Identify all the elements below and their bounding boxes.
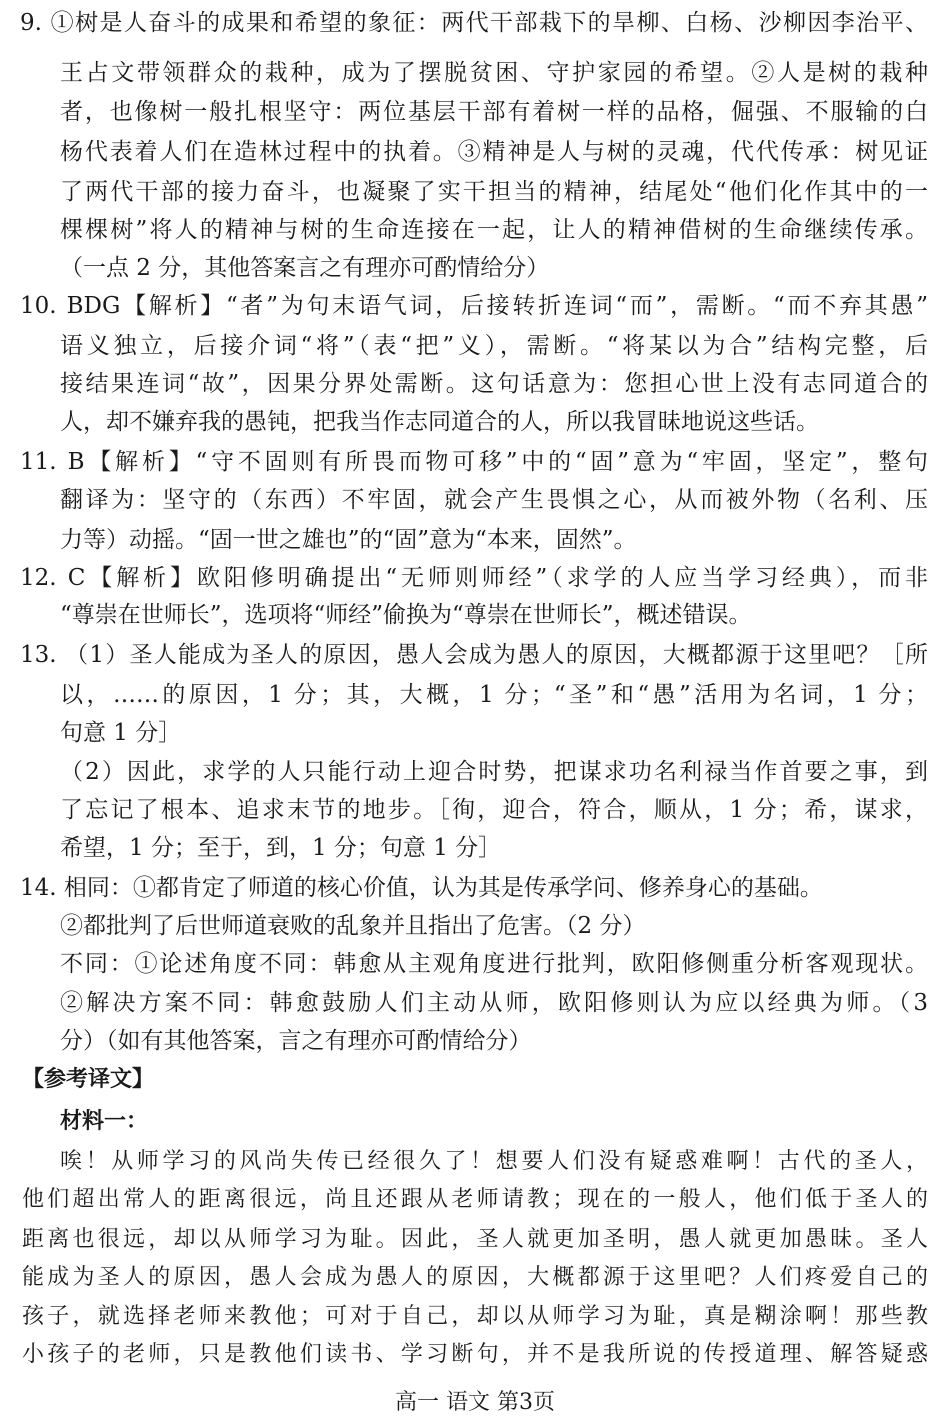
answer-line: 句意 1 分］ <box>60 720 182 746</box>
answer-line: 分）（如有其他答案，言之有理亦可酌情给分） <box>60 1028 532 1054</box>
answer-line: 10. BDG【解析】“者”为句末语气词，后接转折连词“而”，需断。“而不弃其愚” <box>20 293 928 319</box>
answer-line: 了忘记了根本、追求末节的地步。［徇，迎合，符合，顺从，1 分；希，谋求， <box>60 797 928 823</box>
translation-line: 小孩子的老师，只是教他们读书、学习断句，并不是我所说的传授道理、解答疑惑 <box>22 1342 928 1367</box>
answer-line: （2）因此，求学的人只能行动上迎合时势，把谋求功名利禄当作首要之事，到 <box>60 759 928 785</box>
answer-line: 不同：①论述角度不同：韩愈从主观角度进行批判，欧阳修侧重分析客观现状。 <box>60 951 928 977</box>
answer-line: ②解决方案不同：韩愈鼓励人们主动从师，欧阳修则认为应以经典为师。（3 <box>60 990 928 1016</box>
answer-line: “尊崇在世师长”，选项将“师经”偷换为“尊崇在世师长”，概述错误。 <box>60 602 752 628</box>
answer-line: 14. 相同：①都肯定了师道的核心价值，认为其是传承学问、修养身心的基础。 <box>20 875 823 901</box>
answer-line: 11. B【解析】“守不固则有所畏而物可移”中的“固”意为“牢固，坚定”，整句 <box>20 449 928 475</box>
answer-line: 人，却不嫌弃我的愚钝，把我当作志同道合的人，所以我冒昧地说这些话。 <box>60 409 819 435</box>
answer-line: 12. C【解析】欧阳修明确提出“无师则师经”（求学的人应当学习经典），而非 <box>20 565 928 591</box>
answer-line: 翻译为：坚守的（东西）不牢固，就会产生畏惧之心，从而被外物（名利、压 <box>60 487 928 513</box>
translation-line: 能成为圣人的原因，愚人会成为愚人的原因，大概都源于这里吧？人们疼爱自己的 <box>22 1265 928 1290</box>
translation-line: 距离也很远，却以从师学习为耻。因此，圣人就更加圣明，愚人就更加愚昧。圣人 <box>22 1227 928 1252</box>
material-label: 材料一： <box>60 1109 149 1134</box>
page-footer: 高一 语文 第3页 <box>395 1390 555 1415</box>
translation-heading: 【参考译文】 <box>22 1067 155 1092</box>
answer-line: 了两代干部的接力奋斗，也凝聚了实干担当的精神，结尾处“他们化作其中的一 <box>60 179 928 205</box>
answer-line: 13. （1）圣人能成为圣人的原因，愚人会成为愚人的原因，大概都源于这里吧？［所 <box>20 642 928 668</box>
answer-line: 语义独立，后接介词“将”（表“把”义），需断。“将某以为合”结构完整，后 <box>60 333 928 359</box>
answer-line: 以，……的原因，1 分；其，大概，1 分；“圣”和“愚”活用为名词，1 分； <box>60 682 928 708</box>
answer-line: 希望，1 分；至于，到，1 分；句意 1 分］ <box>60 835 502 861</box>
answer-line: 杨代表着人们在造林过程中的执着。③精神是人与树的灵魂，代代传承：树见证 <box>60 139 928 165</box>
answer-line: 者，也像树一般扎根坚守：两位基层干部有着树一样的品格，倔强、不服输的白 <box>60 99 928 125</box>
translation-line: 孩子，就选择老师来教他；可对于自己，却以从师学习为耻，真是糊涂啊！那些教 <box>22 1304 928 1329</box>
translation-line: 他们超出常人的距离很远，尚且还跟从老师请教；现在的一般人，他们低于圣人的 <box>22 1187 928 1212</box>
answer-line: 棵棵树”将人的精神与树的生命连接在一起，让人的精神借树的生命继续传承。 <box>60 217 928 243</box>
answer-line: 9. ①树是人奋斗的成果和希望的象征：两代干部栽下的旱柳、白杨、沙柳因李治平、 <box>20 10 928 36</box>
translation-line: 唉！从师学习的风尚失传已经很久了！想要人们没有疑惑难啊！古代的圣人， <box>60 1149 928 1174</box>
answer-line: 王占文带领群众的栽种，成为了摆脱贫困、守护家园的希望。②人是树的栽种 <box>60 60 928 86</box>
answer-line: 力等）动摇。“固一世之雄也”的“固”意为“本来，固然”。 <box>60 527 637 553</box>
answer-line: ②都批判了后世师道衰败的乱象并且指出了危害。（2 分） <box>60 913 646 939</box>
answer-line: （一点 2 分，其他答案言之有理亦可酌情给分） <box>60 255 550 281</box>
answer-line: 接结果连词“故”，因果分界处需断。这句话意为：您担心世上没有志同道合的 <box>60 371 928 397</box>
